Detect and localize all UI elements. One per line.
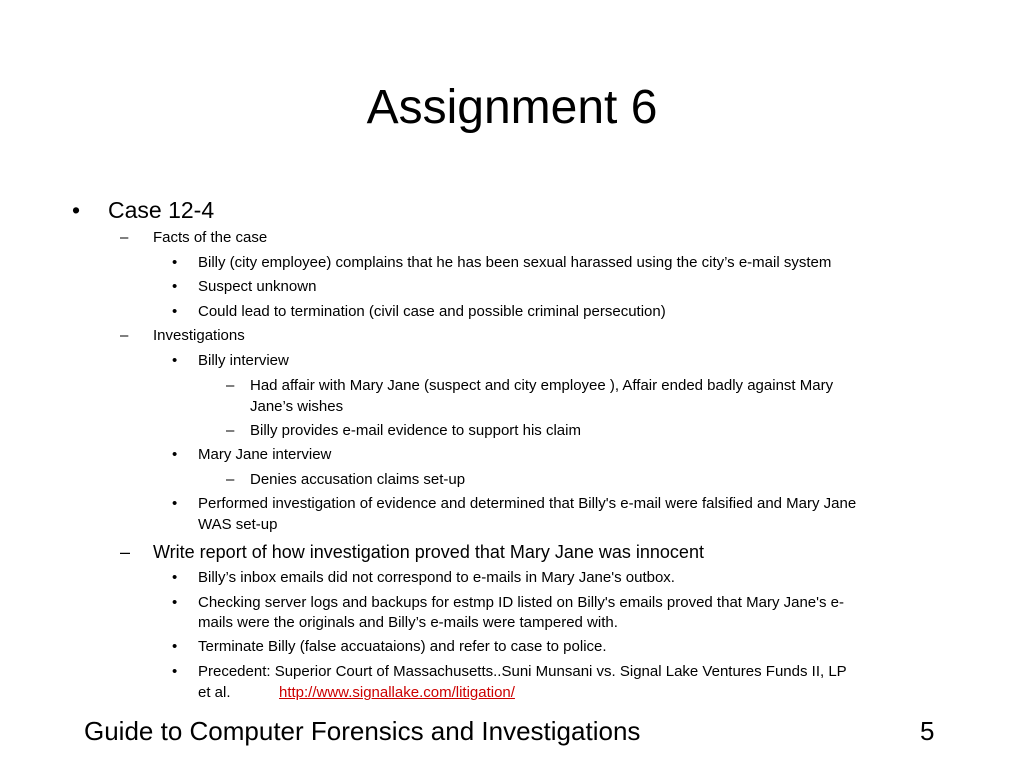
fact-text: Suspect unknown [198,278,317,295]
affair-line2: Jane’s wishes [250,398,344,415]
affair-line1: Had affair with Mary Jane (suspect and city employee ), Affair ended badly against Mary [250,377,834,394]
bullet-marker: • [172,254,178,271]
denies-text: Denies accusation claims set-up [250,471,466,488]
checking-line1: Checking server logs and backups for estmp ID listed on Billy's emails proved that Mary Jane's e- [198,594,845,611]
bullet-marker: • [72,197,81,223]
bullet-marker: • [172,495,178,512]
bullet-marker: • [172,446,178,463]
report-label: Write report of how investigation proved that Mary Jane was innocent [153,542,704,562]
bullet-marker: • [172,594,178,611]
dash-marker: – [226,422,235,439]
footer-course: Guide to Computer Forensics and Investigations [84,716,641,746]
bullet-marker: • [172,303,178,320]
bullet-marker: • [172,352,178,369]
facts-label: Facts of the case [153,229,268,246]
fact-text: Billy (city employee) complains that he has been sexual harassed using the city’s e-mail system [198,254,832,271]
slide-title: Assignment 6 [366,81,658,134]
inbox-text: Billy’s inbox emails did not correspond to e-mails in Mary Jane's outbox. [198,569,675,586]
dash-marker: – [226,471,235,488]
bullet-marker: • [172,663,178,680]
dash-marker: – [226,377,235,394]
page-number: 5 [920,716,935,746]
dash-marker: – [120,542,131,562]
performed-line1: Performed investigation of evidence and determined that Billy's e-mail were falsified and Mary Jane [198,495,857,512]
fact-text: Could lead to termination (civil case and possible criminal persecution) [198,303,666,320]
litigation-link[interactable]: http://www.signallake.com/litigation/ [279,684,515,701]
investigations-label: Investigations [153,327,245,344]
billy-interview-label: Billy interview [198,352,289,369]
precedent-line2: et al. [198,684,231,701]
checking-line2: mails were the originals and Billy’s e-mails were tampered with. [198,614,618,631]
terminate-text: Terminate Billy (false accuataions) and refer to case to police. [198,638,607,655]
dash-marker: – [120,327,129,344]
bullet-marker: • [172,638,178,655]
case-label: Case 12-4 [108,197,215,223]
precedent-line2-wrap [198,683,515,703]
dash-marker: – [120,229,129,246]
mary-interview-label: Mary Jane interview [198,446,332,463]
evidence-text: Billy provides e-mail evidence to support his claim [250,422,581,439]
bullet-marker: • [172,569,178,586]
precedent-line1: Precedent: Superior Court of Massachusetts..Suni Munsani vs. Signal Lake Ventures Funds II, LP [198,663,847,680]
performed-line2: WAS set-up [198,516,278,533]
bullet-marker: • [172,278,178,295]
